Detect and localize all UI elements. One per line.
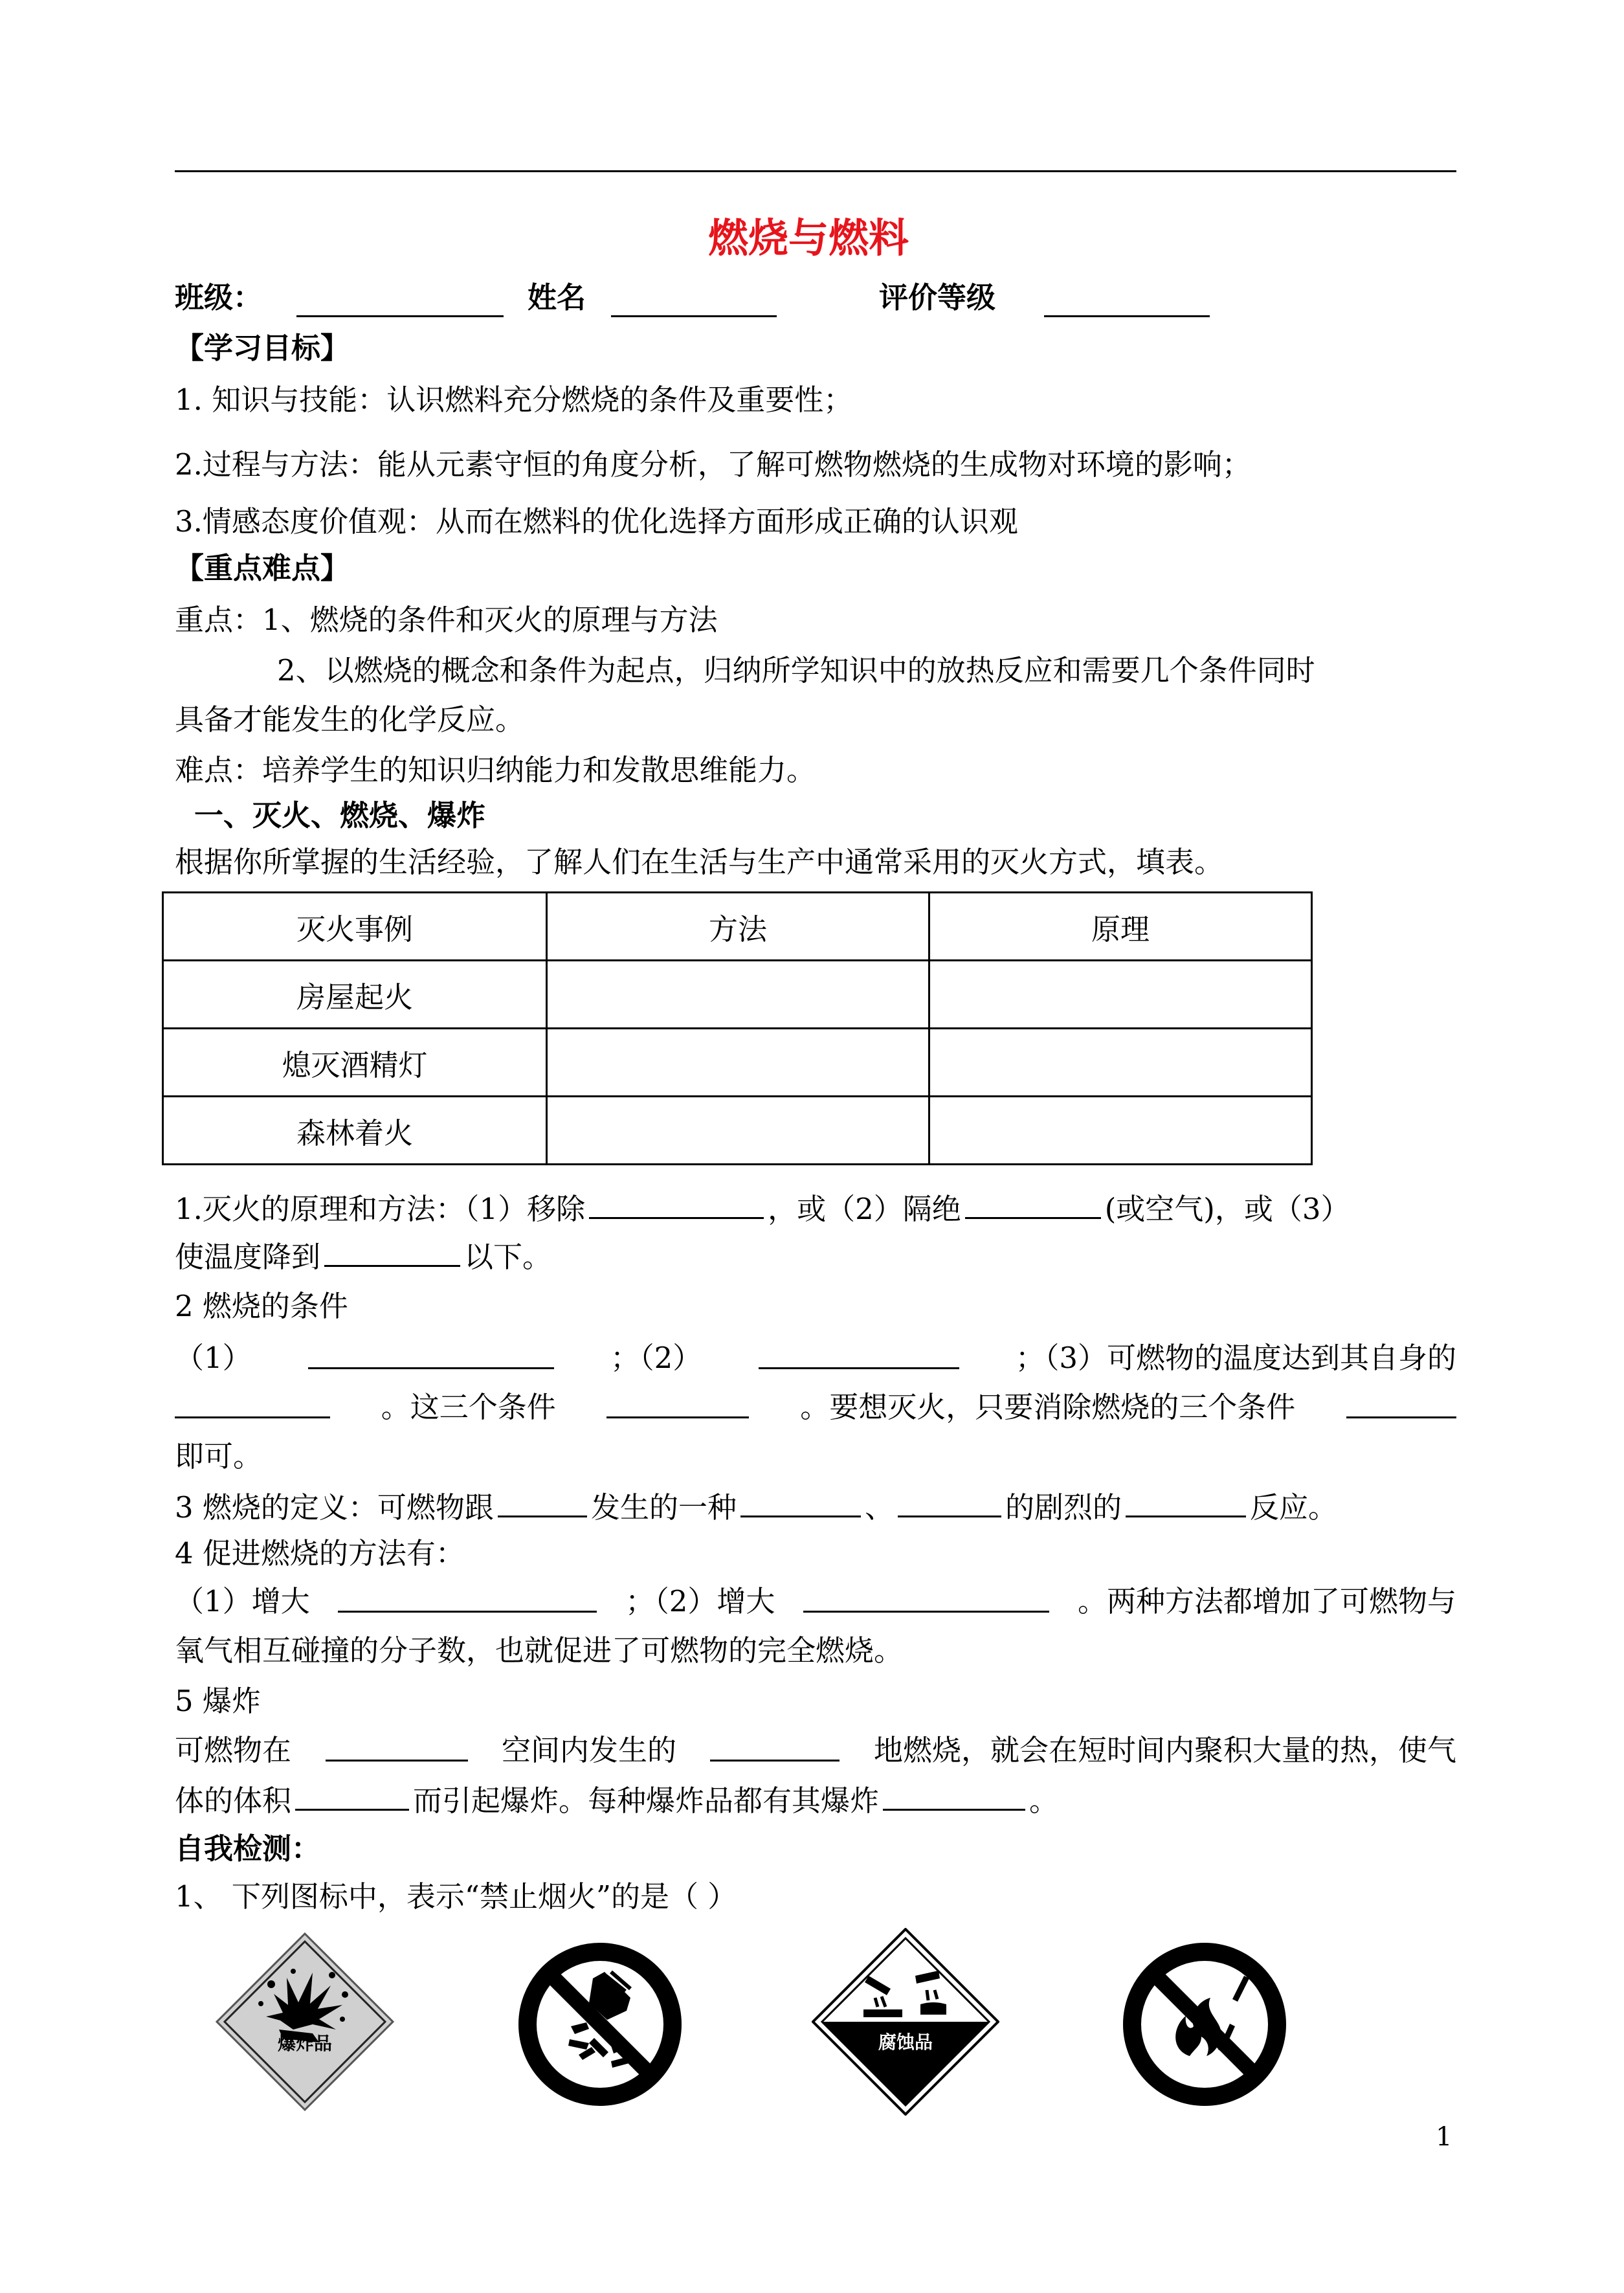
q3-text: 3 燃烧的定义：可燃物跟 <box>175 1490 494 1525</box>
section-1-heading: 一、灭火、燃烧、爆炸 <box>194 798 486 833</box>
q5-blank-2[interactable] <box>710 1731 840 1762</box>
table-header: 灭火事例 <box>163 893 547 961</box>
table-cell-principle[interactable] <box>929 961 1312 1029</box>
q1-blank-2[interactable] <box>965 1189 1101 1219</box>
page-title: 燃烧与燃料 <box>708 214 909 262</box>
self-test-heading: 自我检测： <box>175 1831 321 1866</box>
q3-blank-1[interactable] <box>498 1487 587 1517</box>
q2-blank-1[interactable] <box>308 1339 554 1369</box>
keypoints-heading: 【重点难点】 <box>175 551 350 585</box>
q1-blank-1[interactable] <box>589 1189 764 1219</box>
q2-blank-3[interactable] <box>175 1388 330 1418</box>
table-cell-case: 森林着火 <box>163 1097 547 1165</box>
q1-text: 1.灭火的原理和方法：（1）移除 <box>175 1192 586 1226</box>
explosive-label: 爆炸品 <box>277 2033 332 2054</box>
q4-line-1 <box>175 1582 1456 1621</box>
table-cell-method[interactable] <box>547 1097 929 1165</box>
table-cell-case: 熄灭酒精灯 <box>163 1029 547 1097</box>
table-header: 方法 <box>547 893 929 961</box>
q3-text: 、 <box>864 1490 894 1525</box>
q4-text: ；（2）增大 <box>625 1584 775 1618</box>
q2-blank-2[interactable] <box>759 1339 959 1369</box>
q2-text: 。这三个条件 <box>381 1390 556 1424</box>
q5-text: 而引起爆炸。每种爆炸品都有其爆炸 <box>413 1784 880 1818</box>
q5-text: 可燃物在 <box>175 1733 292 1767</box>
grade-blank[interactable] <box>1044 315 1210 317</box>
table-cell-principle[interactable] <box>929 1029 1312 1097</box>
grade-label: 评价等级 <box>879 280 996 315</box>
q3-text: 发生的一种 <box>590 1490 737 1525</box>
q3-text: 反应。 <box>1249 1490 1337 1525</box>
q3-blank-3[interactable] <box>898 1487 1001 1517</box>
corrosive-icon <box>812 1928 999 2116</box>
fire-extinguish-table <box>162 891 1313 1165</box>
q5-blank-1[interactable] <box>326 1731 468 1762</box>
q2-heading: 2 燃烧的条件 <box>175 1289 348 1323</box>
q1-blank-3[interactable] <box>324 1236 460 1267</box>
key-point-1: 重点：1、燃烧的条件和灭火的原理与方法 <box>175 603 718 637</box>
q2-blank-5[interactable] <box>1346 1388 1456 1418</box>
difficulty: 难点：培养学生的知识归纳能力和发散思维能力。 <box>175 753 816 787</box>
q5-text: 体的体积 <box>175 1784 292 1818</box>
table-header-row <box>163 893 1312 961</box>
q5-line-2 <box>175 1780 1058 1820</box>
no-stamping-icon <box>517 1941 684 2108</box>
q2-blank-4[interactable] <box>606 1388 749 1418</box>
q1-text: (或空气)，或（3） <box>1104 1192 1350 1226</box>
goal-item-1: 1. 知识与技能：认识燃料充分燃烧的条件及重要性； <box>175 383 853 417</box>
class-label: 班级： <box>175 280 263 315</box>
q5-heading: 5 爆炸 <box>175 1684 261 1718</box>
q3-text: 的剧烈的 <box>1005 1490 1122 1525</box>
q4-heading: 4 促进燃烧的方法有： <box>175 1536 465 1571</box>
no-fire-sign[interactable] <box>1121 1941 1288 2108</box>
name-blank[interactable] <box>611 315 777 317</box>
q5-text: 。 <box>1029 1784 1059 1818</box>
corrosive-label: 腐蚀品 <box>878 2031 933 2053</box>
class-blank[interactable] <box>296 315 504 317</box>
q4-text: （1）增大 <box>175 1584 310 1618</box>
no-fire-icon <box>1121 1941 1288 2108</box>
table-cell-method[interactable] <box>547 961 929 1029</box>
q3-line <box>175 1487 1337 1527</box>
section-1-intro: 根据你所掌握的生活经验，了解人们在生活与生产中通常采用的灭火方式，填表。 <box>175 845 1224 879</box>
q2-text: ；（2） <box>610 1341 702 1375</box>
table-cell-method[interactable] <box>547 1029 929 1097</box>
q5-text: 地燃烧，就会在短时间内聚积大量的热，使气 <box>873 1733 1456 1767</box>
table-row <box>163 961 1312 1029</box>
q2-line-2 <box>175 1388 1456 1427</box>
header-rule <box>175 170 1456 172</box>
explosive-icon <box>216 1932 394 2111</box>
q2-line-1 <box>175 1339 1456 1378</box>
q5-text: 空间内发生的 <box>501 1733 676 1767</box>
no-stamping-sign[interactable] <box>517 1941 684 2108</box>
q5-line-1 <box>175 1731 1456 1770</box>
q1-line-1 <box>175 1189 1456 1229</box>
q1-line-2 <box>175 1236 551 1277</box>
q4-text: 。两种方法都增加了可燃物与 <box>1077 1584 1456 1618</box>
q5-blank-3[interactable] <box>295 1780 409 1811</box>
corrosive-sign[interactable] <box>812 1928 999 2116</box>
table-row <box>163 1097 1312 1165</box>
q2-text: （1） <box>175 1341 252 1375</box>
q2-text: ；（3）可燃物的温度达到其自身的 <box>1015 1341 1456 1375</box>
explosive-sign[interactable] <box>216 1932 394 2111</box>
q2-line-3: 即可。 <box>175 1439 263 1473</box>
page-number: 1 <box>1436 2122 1452 2152</box>
goals-heading: 【学习目标】 <box>175 331 350 365</box>
q4-line-2: 氧气相互碰撞的分子数，也就促进了可燃物的完全燃烧。 <box>175 1633 904 1668</box>
table-header: 原理 <box>929 893 1312 961</box>
q4-blank-2[interactable] <box>803 1582 1049 1613</box>
q1-text: 使温度降到 <box>175 1240 321 1274</box>
goal-item-2: 2.过程与方法：能从元素守恒的角度分析，了解可燃物燃烧的生成物对环境的影响； <box>175 447 1251 482</box>
q3-blank-2[interactable] <box>740 1487 861 1517</box>
table-cell-case: 房屋起火 <box>163 961 547 1029</box>
q1-text: 以下。 <box>464 1240 552 1274</box>
q2-text: 。要想灭火，只要消除燃烧的三个条件 <box>800 1390 1296 1424</box>
q4-blank-1[interactable] <box>338 1582 597 1613</box>
q5-blank-4[interactable] <box>883 1780 1025 1811</box>
table-cell-principle[interactable] <box>929 1097 1312 1165</box>
key-point-2-line-1: 2、以燃烧的概念和条件为起点，归纳所学知识中的放热反应和需要几个条件同时 <box>277 653 1315 688</box>
q1-text: ，或（2）隔绝 <box>768 1192 961 1226</box>
table-row <box>163 1029 1312 1097</box>
name-label: 姓名 <box>528 280 586 315</box>
self-test-question-1: 1、 下列图标中，表示“禁止烟火”的是（ ） <box>175 1879 737 1914</box>
key-point-2-line-2: 具备才能发生的化学反应。 <box>175 702 525 737</box>
q3-blank-4[interactable] <box>1126 1487 1246 1517</box>
goal-item-3: 3.情感态度价值观：从而在燃料的优化选择方面形成正确的认识观 <box>175 504 1018 539</box>
